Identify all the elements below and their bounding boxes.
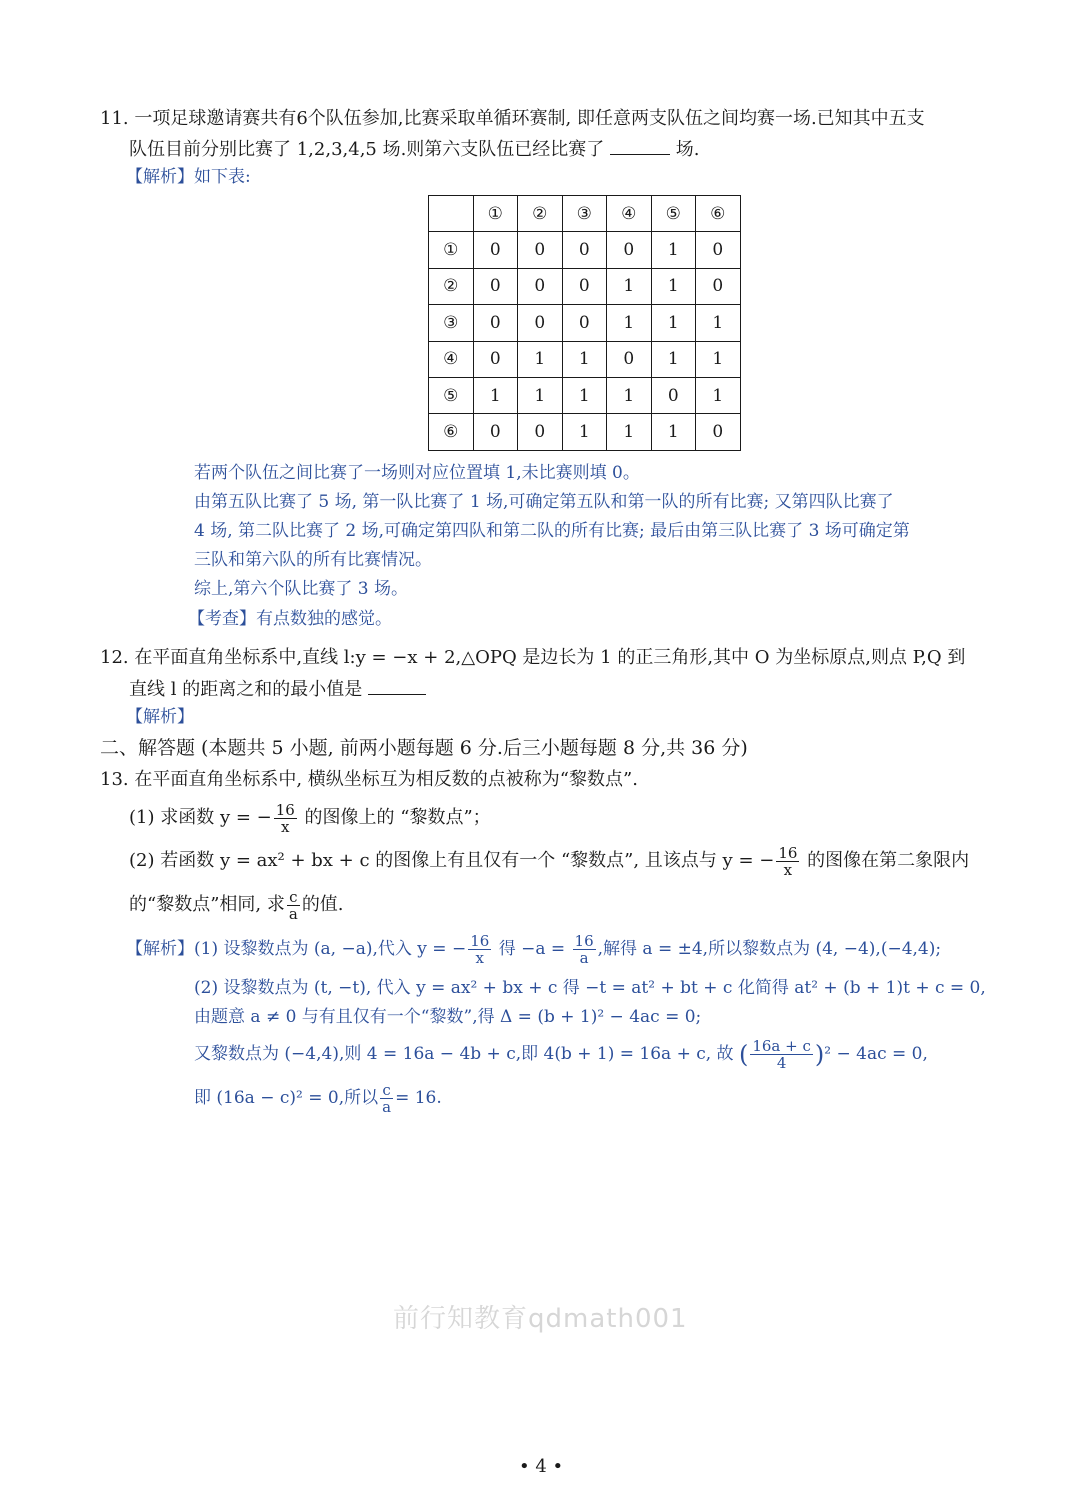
table-cell: ④ [607, 196, 652, 232]
fraction: $\frac{16}{x}$ [275, 800, 295, 836]
table-row [429, 377, 741, 413]
match-table [428, 195, 741, 451]
table-cell: 1 [651, 305, 696, 341]
q12-line2: 直线 l 的距离之和的最小值是 [129, 676, 426, 702]
q11-line1: 11. 一项足球邀请赛共有6个队伍参加,比赛采取单循环赛制, 即任意两支队伍之间均赛一场.已知其中五支 [100, 108, 925, 129]
q11-explain4: 三队和第六队的所有比赛情况。 [194, 550, 432, 570]
table-cell: ④ [429, 341, 474, 377]
table-cell: ② [518, 196, 563, 232]
table-cell: 1 [518, 377, 563, 413]
q13-solution5: 即 (16a − c)² = 0,所以 $\frac{c}{a}$ = 16. [194, 1081, 442, 1116]
review-tag: 【考查】 [188, 609, 256, 629]
table-cell: 0 [651, 377, 696, 413]
table-cell: 1 [607, 268, 652, 304]
table-cell: 0 [696, 232, 741, 268]
table-cell: ① [429, 232, 474, 268]
table-cell: ③ [429, 305, 474, 341]
table-cell: 1 [696, 305, 741, 341]
q11-review: 【考查】有点数独的感觉。 [188, 609, 392, 629]
table-cell: 0 [518, 414, 563, 450]
table-cell: 1 [651, 341, 696, 377]
table-row [429, 414, 741, 450]
table-row [429, 268, 741, 304]
table-cell: 1 [473, 377, 518, 413]
table-cell: 0 [562, 305, 607, 341]
q11-answer-blank [610, 136, 670, 155]
table-cell: 0 [473, 341, 518, 377]
table-cell: 0 [562, 268, 607, 304]
q12-answer-blank [368, 676, 426, 695]
table-cell: 0 [696, 414, 741, 450]
table-cell: 0 [473, 268, 518, 304]
q13-solution4: 又黎数点为 (−4,4),则 4 = 16a − 4b + c,即 4(b + 1) = 16a + c, 故 ( $\frac{16a + c}{4}$ )² − 4ac = 0, [194, 1037, 928, 1072]
table-cell: 1 [518, 341, 563, 377]
q11-explain3: 4 场, 第二队比赛了 2 场,可确定第四队和第二队的所有比赛; 最后由第三队比赛了 3 场可确定第 [194, 521, 910, 541]
q13-part1: (1) 求函数 y = − $\frac{16}{x}$ 的图像上的 “黎数点”； [129, 800, 491, 836]
table-cell: ⑥ [696, 196, 741, 232]
fraction: $\frac{16}{x}$ [470, 932, 490, 967]
table-cell: ⑥ [429, 414, 474, 450]
fraction: $\frac{16a + c}{4}$ [752, 1037, 811, 1072]
q11-explain1: 若两个队伍之间比赛了一场则对应位置填 1,未比赛则填 0。 [194, 463, 640, 483]
table-cell: 0 [473, 232, 518, 268]
table-cell: 1 [696, 377, 741, 413]
q11-explain2: 由第五队比赛了 5 场, 第一队比赛了 1 场,可确定第五队和第一队的所有比赛; 又第四队比赛了 [194, 492, 894, 512]
q13-solution1: 【解析】(1) 设黎数点为 (a, −a),代入 y = − $\frac{16}{x}$ 得 −a = $\frac{16}{a}$ ,解得 a = ±4,所以黎数点为 (4, −4),(−4,4); [126, 932, 942, 967]
table-cell: 1 [696, 341, 741, 377]
table-cell: ⑤ [429, 377, 474, 413]
table-cell: ① [473, 196, 518, 232]
table-row [429, 341, 741, 377]
left-paren: ( [738, 1040, 749, 1069]
analysis-tag: 【解析】 [126, 939, 194, 959]
table-cell: 0 [473, 414, 518, 450]
table-cell: 1 [562, 377, 607, 413]
table-cell: 1 [607, 305, 652, 341]
table-cell: 0 [562, 232, 607, 268]
q12-line1: 12. 在平面直角坐标系中,直线 l:y = −x + 2,△OPQ 是边长为 1 的正三角形,其中 O 为坐标原点,则点 P,Q 到 [100, 647, 966, 668]
fraction: $\frac{16}{a}$ [574, 932, 594, 967]
table-cell: 0 [518, 268, 563, 304]
q13-solution3: 由题意 a ≠ 0 与有且仅有一个“黎数”,得 Δ = (b + 1)² − 4ac = 0; [194, 1007, 702, 1027]
q12-analysis-tag: 【解析】 [126, 707, 194, 727]
table-cell: 1 [607, 414, 652, 450]
table-header-row [429, 196, 741, 232]
q13-line1: 13. 在平面直角坐标系中, 横纵坐标互为相反数的点被称为“黎数点”. [100, 769, 638, 790]
table-cell: ⑤ [651, 196, 696, 232]
table-cell: 0 [696, 268, 741, 304]
table-cell: ③ [562, 196, 607, 232]
right-paren: ) [814, 1040, 825, 1069]
table-cell: 0 [518, 305, 563, 341]
q13-part2: (2) 若函数 y = ax² + bx + c 的图像上有且仅有一个 “黎数点”, 且该点与 y = − $\frac{16}{x}$ 的图像在第二象限内 [129, 843, 970, 879]
table-cell: 1 [651, 268, 696, 304]
fraction: $\frac{c}{a}$ [288, 887, 298, 923]
table-cell: 0 [518, 232, 563, 268]
watermark: 前行知教育qdmath001 [393, 1304, 688, 1334]
table-cell: 1 [562, 341, 607, 377]
analysis-tag: 【解析】 [126, 167, 194, 187]
q11-line2: 队伍目前分别比赛了 1,2,3,4,5 场.则第六支队伍已经比赛了 场. [129, 136, 700, 162]
q13-solution2: (2) 设黎数点为 (t, −t), 代入 y = ax² + bx + c 得 −t = at² + bt + c 化简得 at² + (b + 1)t + c = 0, [194, 978, 986, 998]
table-cell: 1 [562, 414, 607, 450]
page-number: • 4 • [519, 1456, 564, 1477]
fraction: $\frac{16}{x}$ [778, 843, 798, 879]
q11-conclusion: 综上,第六个队比赛了 3 场。 [194, 579, 409, 599]
section-title: 二、解答题 (本题共 5 小题, 前两小题每题 6 分.后三小题每题 8 分,共 36 分) [100, 737, 748, 759]
table-cell: 1 [607, 377, 652, 413]
fraction: $\frac{c}{a}$ [382, 1081, 392, 1116]
table-cell [429, 196, 474, 232]
table-cell: ② [429, 268, 474, 304]
table-cell: 0 [607, 341, 652, 377]
table-cell: 0 [607, 232, 652, 268]
table-cell: 0 [473, 305, 518, 341]
table-cell: 1 [651, 414, 696, 450]
table-cell: 1 [651, 232, 696, 268]
table-row [429, 232, 741, 268]
q11-analysis-intro: 【解析】如下表: [126, 167, 251, 187]
table-row [429, 305, 741, 341]
q13-part2-cont: 的“黎数点”相同, 求 $\frac{c}{a}$ 的值. [129, 887, 344, 923]
